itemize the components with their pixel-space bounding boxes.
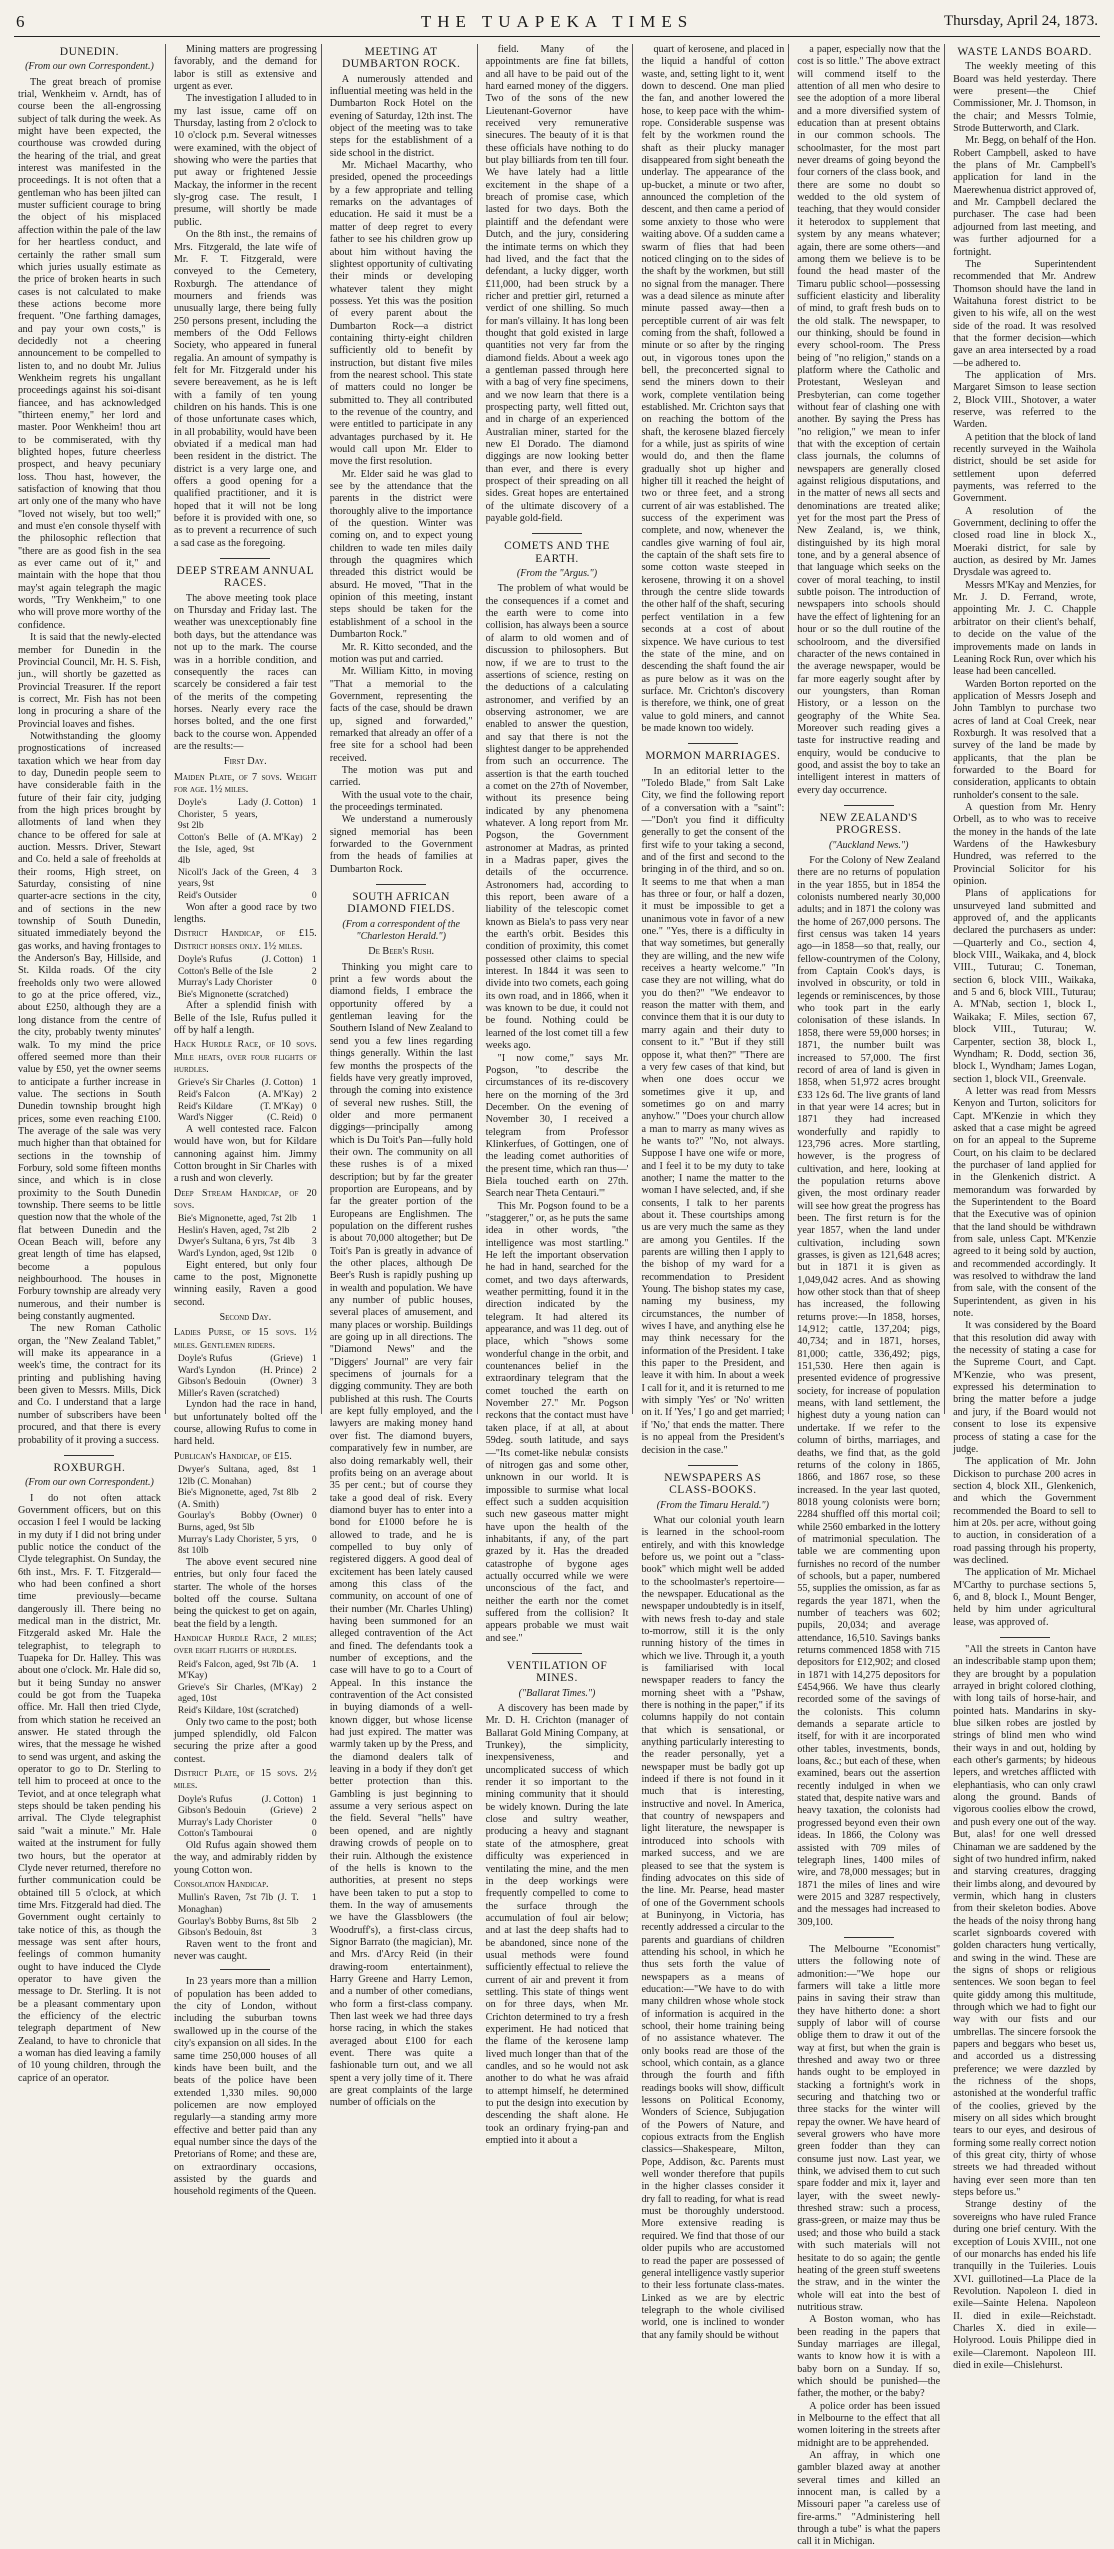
horse-name: Reid's Falcon <box>177 1089 230 1101</box>
placing: 0 <box>311 1248 317 1259</box>
article <box>641 44 784 735</box>
race-note: Only two came to the post; both jumped splendidly, old Falcon securing the prize after a good contest. <box>173 1716 317 1765</box>
column-1 <box>14 44 166 2084</box>
rider-name: (J. Cotton) <box>261 797 303 809</box>
horse-name: Murray's Lady Chorister, 5 yrs, 8st 10lb <box>177 1533 299 1557</box>
placing: 0 <box>311 1510 317 1522</box>
race-entry <box>174 1248 317 1260</box>
article-byline: (From our own Correspondent.) <box>25 61 154 73</box>
rider-name: (J. Cotton) <box>261 1793 303 1805</box>
divider <box>688 1465 738 1466</box>
article <box>486 44 629 525</box>
horse-name: Bie's Mignonette (scratched) <box>177 988 289 1000</box>
placing: 2 <box>311 965 317 977</box>
article-paragraph: The application of Mr. Michael M'Carthy to purchase sections 5, 6, and 8, block I., Mount Benger, held by him under agricultural lease, was approved of. <box>953 1567 1097 1628</box>
article-paragraph: I do not often attack Government officers, but on this occasion I feel I would be lacking in my duty if I did not bring under public notice the conduct of the Clyde telegraphist. On Sunday, the 6th inst., Mrs. F. T. Fitzgerald—who had been confined a short time previously—became dangerously ill. There being no medical man in the district, Mr. Fitzgerald asked Mr. Hale the telegraphist, to telegraph to Tuapeka for Dr. Halley. This was about one o'clock. Mr. Hale did so, but it being Sunday no answer could be got from the Tuapeka office. Mr. Hall then tried Clyde, from which station he received an answer. He stated through the wires, that the message he wished to send was urgent, and asking the operator to go to Dr. Sterling to tell him to proceed at once to the Teviot, and at once telegraph what steps should be taken pending his arrival. The Clyde telegraphist said "wait a minute." Mr. Hale waited at the instrument for fully two hours, but the operator at Clyde never returned, therefore no further communication could be obtained till 5 o'clock, at which time Mrs. Fitzgerald had died. The Government ought certainly to take notice of this, as though the message was sent after hours, feelings of common humanity ought to have induced the Clyde operator to have given the message to Dr. Sterling. It is not be a pleasant commentary upon the efficiency of the electric telegraph department of New Zealand, to have to chronicle that a woman has died leaving a family of 10 young children, through the caprice of an operator. <box>18 1492 161 2084</box>
placing: 1 <box>311 1892 317 1904</box>
race-entry <box>174 1388 317 1400</box>
horse-name: Cotton's Belle of the Isle, aged, 9st 4lb <box>177 832 255 867</box>
divider <box>220 558 270 559</box>
article-paragraph: The weekly meeting of this Board was held yesterday. There were present—the Chief Commissioner, Mr. J. Thomson, in the chair; and Messrs Tolmie, Strode Butterworth, and Clark. <box>953 61 1097 135</box>
race-entry <box>174 989 317 1001</box>
horse-name: Nicoll's Jack of the Green, 4 years, 9st <box>177 866 299 890</box>
article-paragraph: Mr. William Kitto, in moving "That a memorial to the Government, representing the facts of the case, should be drawn up, signed and forwarded," remarked that already an offer of a free site for a school had been received. <box>329 666 473 764</box>
article-paragraph: The Melbourne "Economist" utters the following note of admonition:—"We hope our farmers will take a little more pains in saving their straw than they have hitherto done: a short supply of labor will of course oblige them to draw it out of the way at first, but when the grain is threshed and away two or three hands ought to be employed in stacking a fortnight's work in securing and thatching two or three stacks for the winter will repay the owner. We have heard of several growers who have more green fodder than they can consume just now. Last year, we think, we advised them to cut such spare fodder and mix it, layer and layer, with the sweet newly-threshed straw: such a process, grass-green, or maize may thus be used; and those who build a stack with such materials will not hesitate to do so again; the gentle heating of the green stuff sweetens the straw, and in the winter the whole will eat into the best of nutritious straw. <box>797 1943 941 2313</box>
placing: 2 <box>311 1915 317 1927</box>
article-paragraph: Mr. Begg, on behalf of the Hon. Robert Campbell, asked to have the plans of Mr. Campbell's application for land in the Maerewhenua district approved of, and Mr. Campbell declared the purchaser. The case had been adjourned from last meeting, and was further adjourned for a fortnight. <box>953 135 1097 258</box>
horse-name: Ward's Nigger <box>177 1112 233 1124</box>
article <box>174 565 317 2199</box>
race-entry <box>174 1353 317 1365</box>
placing: 0 <box>311 1112 317 1124</box>
horse-name: Reid's Outsider <box>177 890 237 902</box>
race-entry <box>174 1464 317 1487</box>
placing: 1 <box>311 1658 317 1670</box>
race-entry <box>174 1705 317 1717</box>
race-entry <box>174 1892 317 1915</box>
placing: 0 <box>311 1533 317 1545</box>
rider-name: (H. Prince) <box>260 1364 303 1376</box>
race-title: Handicap Hurdle Race, 2 miles; over eight flights of hurdles. <box>173 1632 317 1657</box>
article-paragraph: Mr. R. Kitto seconded, and the motion was put and carried. <box>329 641 473 665</box>
article-headline: DEEP STREAM ANNUAL RACES. <box>176 565 315 590</box>
masthead <box>14 10 1100 37</box>
placing: 0 <box>311 977 317 989</box>
article-paragraph: The motion was put and carried. <box>329 764 473 789</box>
article-paragraph: The great breach of promise trial, Wenkheim v. Arndt, has of course been the all-engrossing subject of talk during the week. As might have been expected, the courthouse was crowded during the hearing of the trial, and great interest was manifested in the proceedings. It is not often that a gentleman who has been jilted can muster sufficient courage to bring the object of his misplaced affection within the pale of the law for her heartless conduct, and certainly the rather small sum which juries usually estimate as the price of broken hearts in such cases is not calculated to make these actions become more frequent. "One farthing damages, and pay your own costs," is decidedly not a cheering announcement to be compelled to listen to, and no doubt Mr. Julius Wenkheim regrets his ungallant proceedings against his soi-disant fiancee, and has acknowledged "thirteen enemy," her lord and master. Poor Wenkheim! thou art to be commiserated, with thy blighted hopes, future cheerless prospect, and heavy pecuniary loss. Thou hast, however, the satisfaction of knowing that thou art only one of the many who have "loved not wisely, but too well;" and must e'en console thyself with the philosophic reflection that "there are as good fish in the sea as ever came out of it," and maintain with the hope that thou may'st again telegraph the magic words, "Try Wenkheim," to one who will prove more worthy of the confidence. <box>18 76 161 631</box>
article-paragraph: For the Colony of New Zealand there are no returns of population in the year 1855, but in 1854 the colonists numbered nearly 30,000 adults; and in 1871 the colony was the home of 267,000 persons. The first census was taken 14 years ago—in 1858—so that, really, our fellow-countrymen of the Colony, from Captain Cook's days, is involved in obscurity, or told in legends or reminiscences, by those who took part in the early colonisation of these islands. In 1858, there were 59,000 horses; in 1871, the number built was increased to 57,000. The first record of area of land is given in 1858, when 51,972 acres brought £33 12s 6d. The live grants of land in that year were 14 acres; but in 1871 they had increased wonderfully and rapidly to 123,796 acres. More startling, however, is the progress of cultivation, and here, looking at the population returns above given, the most ordinary reader will see how great the progress has been. The first return is for the year 1857, when the land under cultivation, including sown grasses, is given as 121,648 acres; but in 1871 it is given as 1,049,042 acres. And as showing how other stock than that of sheep has increased, the following returns prove:—In 1858, horses, 14,912; cattle, 137,204; pigs, 40,734; and in 1871, horses, 81,000; cattle, 336,492; pigs, 151,530. Here then again is presented evidence of progressive society, for increase of population means, with land settlement, the highest duty a young nation can undertake. If we refer to the column of births, marriages, and deaths, we find that, as the gold returns of the colony in 1865, 1866, and 1867 rose, so these increased. In the year last quoted, 8018 young colonists were born; 2284 shuffled off this mortal coil; while 2560 embarked in the lottery of matrimonial speculation. The table we are commenting upon furnishes no record of the number of schools, but a paper, numbered 55, supplies the omission, as far as regards the year 1871, when the number of teachers was 602; pupils, 20,034; and average attendance, 16,510. Savings banks returns commenced 1858 with 715 depositors for £12,902; and closed in 1871 with 14,275 depositors for £454,966. We have thus clearly recorded some of the savings of the colonists. This column demands a separate article to itself, for with it are incorporated other tables, investments, bonds, loans, &c.; but each of these, when examined, bears out the assertion recently indulged in when we stated that, despite native wars and heavy taxation, the colonists had progressed beyond even their own ideas. In 1866, the Colony was assisted with 709 miles of telegraph lines, 1400 miles of wire, and 78,000 messages; but in 1871 the miles of lines and wire were 2015 and 3287 respectively, and the messages had increased to 309,100. <box>797 855 941 1928</box>
horse-name: Doyle's Rufus <box>177 1793 233 1805</box>
placing <box>303 1705 317 1717</box>
horse-name: Gibson's Bedouin <box>177 1805 246 1817</box>
horse-name: Cotton's Belle of the Isle <box>177 965 273 977</box>
placing: 2 <box>311 1805 317 1817</box>
horse-name: Miller's Raven (scratched) <box>177 1387 280 1399</box>
article-paragraph: A question from Mr. Henry Orbell, as to who was to receive the money in the hands of the late Wardens of the Hawkesbury Hundred, was referred to the Provincial Solicitor for his opinion. <box>953 801 1097 888</box>
divider <box>844 1937 894 1938</box>
race-note: Raven went to the front and never was caught. <box>173 1938 317 1963</box>
race-title: Publican's Handicap, of £15. <box>173 1450 292 1462</box>
article-paragraph: "All the streets in Canton have an indescribable stamp upon them; they are brought by a population arrayed in bright colored clothing, with long tails of horse-hair, and pointed hats. Mandarins in sky-blue silken robes are jostled by strings of blind men who wind their ways in and out, holding by each other's garments; by hideous lepers, and wretches afflicted with elephantiasis, who can only crawl along the ground. Bands of vigorous coolies elbow the crowd, and push every one out of the way. But, alas! for one well dressed Chinaman we are saddened by the sight of two hundred infirm, naked and starving creatures, dragging their limbs along, and devoured by vermin, which hang in clusters from their skeleton bodies. Above the heads of the noisy throng hang scarlet signboards covered with golden characters hung vertically, and swing in the wind. These are the signs of shops or religious sentences. We soon began to feel quite giddy among this multitude, through which we had to fight our way with our fists and our umbrellas. The sincere forsook the papers and beggars who beset us, and accorded us a distressing preference; we were dazzled by the richness of the shops, astonished at the wonderful traffic of the coolies, grieved by the misery on all sides which brought tears to our eyes, and desirous of forming some really correct notion of this great city, thirty of whose streets we had threaded without having ever seen more than ten steps before us." <box>953 1644 1097 2199</box>
article-headline: DUNEDIN. <box>59 46 120 58</box>
placing: 2 <box>311 1364 317 1376</box>
article-paragraph: a paper, especially now that the cost is so little." The above extract will commend itself to the attention of all men who desire to see the adoption of a more liberal and a more diversified system of education than at present obtains in our common schools. The schoolmaster, for the most part never dreams of going beyond the four corners of the class book, and there are some no doubt so wedded to the old system of teaching, that they would consider it heterodox to supplement that system by any means whatever; again, there are some others—and among them we believe is to be found the head master of the Timaru public school—possessing sufficient elasticity and liberality of mind, to graft fresh buds on to the old stalk. The newspaper, to our thinking, should be found in every school-room. The Press being of "no religion," stands on a platform where the Catholic and Protestant, Wesleyan and Presbyterian, can come together without fear of clashing one with another. By saying the Press has "no religion," we mean to infer that with the exception of certain class journals, the columns of newspapers are generally closed against religious disputations, and in the matter of news all sects and denominations are treated alike; yet for the most part the Press of New Zealand, is, we think, distinguished by its high moral tone, and by a general absence of that language which seeks on the cover of moral teaching, to instil subtle poison. The introduction of newspapers into schools should have the effect of lightening for an hour or so the dull routine of the schoolroom, and the diversified character of the news contained in the average newspaper, would be far more eagerly sought after by our youngsters, than Roman History, or a lesson on the geography of the White Sea. Moreover such reading gives a taste for instructive reading and enquiry, would be conducive to good, and assist the boy to take an intelligent interest in matters of every day occurrence. <box>797 44 941 796</box>
horse-name: Murray's Lady Chorister <box>177 1816 273 1828</box>
race-entry <box>174 966 317 978</box>
page-number: 6 <box>16 12 25 31</box>
race-title: Consolation Handicap. <box>173 1879 269 1891</box>
horse-name: Gibson's Bedouin, 8st <box>177 1927 262 1939</box>
race-note: Eight entered, but only four came to the post, Mignonette winning easily, Raven a good second. <box>173 1259 317 1308</box>
race-entry <box>174 954 317 966</box>
placing: 0 <box>311 1816 317 1828</box>
horse-name: Cotton's Tambourai <box>177 1828 254 1840</box>
article-byline: ("Auckland News.") <box>828 839 909 851</box>
placing: 2 <box>311 1089 317 1101</box>
article-paragraph: The Superintendent recommended that Mr. Andrew Thomson should have the land in Waitahuna forest district to be given to his wife, all on the west side of the road. It was resolved that the former decision—which gave an area intersected by a road—be adhered to. <box>953 258 1097 369</box>
placing: 3 <box>311 1236 317 1248</box>
divider <box>64 1455 114 1456</box>
placing: 0 <box>311 1828 317 1840</box>
horse-name: Gourlay's Bobby Burns, aged, 9st 5lb <box>177 1510 267 1534</box>
divider <box>1000 1637 1050 1638</box>
placing: 1 <box>311 1353 317 1364</box>
article-paragraph: Thinking you might care to print a few words about the diamond fields, I embrace the opportunity offered by a gentleman leaving for the Southern Island of New Zealand to send you a few lines regarding things generally. Within the last few months the prospects of the fields have very greatly improved, through the coming into existence of several new rushes. Still, the older and more permanent diggings—principally among which is Du Toit's Pan—fully hold their own. The community on all these rushes is of a mixed description; but by far the greater proportion are Europeans, and by far the greater portion of the Europeans are Englishmen. The population on the different rushes is about 70,000 altogether; but De Toit's Pan is greatly in advance of the other places, although De Beer's Rush is rapidly pushing up in wealth and population. We have any number of public houses, several places of amusement, and many places or worship. Buildings are going up in all directions. The "Diamond News" and the "Diggers' Journal" are very fair specimens of journals for a digging community. They are both published at this rush. The Courts are kept fully employed, and the lawyers are making money hand over fist. The diamond buyers, comparatively few in number, are also doing remarkably well, their profits being on an average about 35 per cent.; but of course they take a good deal of risk. Every diamond buyer has to enter into a bond for £1000 before he is allowed to trade, and he is compelled to buy only of registered diggers. A good deal of excitement has been lately caused among this class of the community, on account of one of their number (Mr. Charles Uhling) having been summoned for an alleged contravention of the Act and fined. The defendants took a number of exceptions, and the case will have to go to a Court of Appeal. In this instance the contravention of the Act consisted in buying diamonds of a well-known digger, but whose license had just expired. The matter was warmly taken up by the Press, and the diamond dealers talk of leaving in a body if they don't get better protection than this. Gambling is just beginning to assume a very serious aspect on the field. Several "hells" have been opened, and are nightly drawing crowds of people on to their ruin. Although the existence of the hells is known to the authorities, at present no steps have been taken to put a stop to them. In the way of amusements we have the Glassblowers (the Woodruff's), a first-class circus, Signor Barrato (the magician), Mr. and Mrs. d'Arcy Reid (in their drawing-room entertainment), Harry Greene and Harry Lemon, and a number of other comedians, who form a first-class company. Then last week we had three days horse racing, in which the stakes averaged about £100 for each event. There was quite a fashionable turn out, and we all spent a very jolly time of it. There are great complaints of the large number of officials on the <box>329 961 473 2109</box>
placing: 2 <box>311 1224 317 1236</box>
horse-name: Reid's Falcon, aged, 9st 7lb (A. M'Kay) <box>177 1658 299 1682</box>
article-headline: NEW ZEALAND'S PROGRESS. <box>819 811 918 837</box>
race-entry <box>174 1682 317 1705</box>
placing: 2 <box>311 832 317 844</box>
horse-name: Murray's Lady Chorister <box>177 977 273 989</box>
divider <box>688 743 738 744</box>
placing: 1 <box>311 797 317 809</box>
article-paragraph: quart of kerosene, and placed in the liquid a handful of cotton waste, and, setting light to it, went down to descend. One man plied the fan, and another lowered the hose, to keep pace with the whim-rope. Considerable suspense was felt by the workmen round the shaft as their plucky manager disappeared from sight beneath the underlay. The appearance of the up-bucket, a minute or two after, announced the completion of the descent, and then came a period of some anxiety to those who were waiting above. Of a sudden came a swarm of flies that had been noticed clinging on to the sides of the shaft by the workmen, but still no signal from the manager. There was a dead silence as minute after minute passed away—then a perceptible current of air was felt coming from the shaft, followed a minute or so after by the ringing out, in vigorous tones upon the bell, the preconcerted signal to send the miners down to their work, complete ventilation being established. Mr. Crichton says that on reaching the bottom of the shaft, the kerosene blazed fiercely for a while, just as spirits of wine would do, and then the flame gradually shot up higher and higher till it reached the height of two or three feet, and a strong current of air was established. The success of the experiment was complete, and now, whenever the candles give warning of foul air, the captain of the shaft sets fire to some cotton waste steeped in kerosene, throwing it on a shovel through the centre slide towards the other half of the shaft, securing perfect ventilation in a few seconds at a cost of about sixpence. We have curious to test the state of the mine, and on descending the shaft found the air as pure below as it was on the surface. Mr. Crichton's discovery is therefore, we think, one of great value to gold miners, and cannot be made known too widely. <box>641 44 785 734</box>
horse-name: Gibson's Bedouin <box>177 1376 246 1388</box>
article <box>953 46 1096 1629</box>
article-paragraph: A petition that the block of land recently surveyed in the Waihola district, should be set aside for settlement upon deferred payments, was referred to the Government. <box>953 431 1097 505</box>
race-note: Won after a good race by two lengths. <box>173 901 317 925</box>
article-paragraph: In an editorial letter to the "Toledo Blade," from Salt Lake City, we find the following report of a conversation with a "saint":—"Don't you find it difficulty generally to get the consent of the first wife to your taking a second, and of the first and second to the bringing in of the third, and so on. It seems to me that when a man has three or four, or half a dozen, it must be impossible to get a unanimous vote in favor of a new one." "Yes, there is a difficulty in that way sometimes, but generally they are willing, and the new wife receives a hearty welcome." "In case they are not willing, what do you do then?" "We endeavor to reason the matter with them, and convince them that it is our duty to marry again and their duty to consent to it." "But if they still oppose it, what then?" "There are a very few cases of that kind, but when one does occur we sometimes give it up, and sometimes go on and marry anyhow." "Does your church allow a man to marry as many wives as he wants to?" "No, not always. Suppose I have one wife or more, and I feel it to be my duty to take another; I name the matter to the woman I have selected, and, if she consents, I talk to her parents about it. These courtships among us are very much the same as they are among you Gentiles. If the parents are willing then I apply to the bishop of my ward for a recommendation to President Young. The bishop states my case, naming my business, my circumstances, the number of wives I have, and anything else he may think necessary for the information of the President. I take this paper to the President, and leave it with him. In about a week I call for it, and it is returned to me with simply 'Yes' or 'No' written on it. If 'Yes,' I go and get married; if 'No,' that ends the matter. There is no appeal from the President's decision in the case." <box>641 765 785 1456</box>
article-paragraph: A Boston woman, who has been reading in the papers that Sunday marriages are illegal, wants to know how it is with a baby born on a Sunday. If so, which should be punished—the father, the mother, or the baby? <box>797 2314 941 2400</box>
article-paragraph: The application of Mr. John Dickison to purchase 200 acres in section 4, block XII., Glenkenich, and which the Government recommended the Board to sell to him at 20s. per acre, without going to auction, in consideration of a road passing through his property, was declined. <box>953 1456 1097 1566</box>
race-entry <box>174 1805 317 1817</box>
article-headline: NEWSPAPERS AS CLASS-BOOKS. <box>664 1471 762 1497</box>
race-day-title: Second Day. <box>219 1311 272 1323</box>
article <box>330 46 473 876</box>
race-note: After a splendid finish with Belle of the Isle, Rufus pulled it off by half a length. <box>173 1000 317 1037</box>
race-note: A well contested race. Falcon would have won, but for Kildare cannoning against him. Jimmy Cotton brought in Sir Charles with a rush and won cleverly. <box>173 1123 317 1185</box>
horse-name: Bie's Mignonette, aged, 7st 8lb (A. Smith) <box>177 1487 299 1510</box>
article-paragraph: Plans of applications for unsurveyed land submitted and approved of, and the applicants declared the purchasers as under:—Quarterly and Co., section 4, block VIII., Waikaka, and 4, block VIII., Tuturau; C. Toneman, section 6, block VIII., Waikaka, and 5 and 6, block VIII., Tuturau; A. M'Nab, section 1, block I., Waikaka; F. Miles, section 67, block VIII., Tuturau; W. Carpenter, section 38, block I., Wyndham; R. Dodd, section 36, block I., Wyndham; James Logan, section 1, block VII., Greenvale. <box>953 888 1097 1085</box>
race-title: Hack Hurdle Race, of 10 sovs. Mile heats, over four flights of hurdles. <box>173 1039 317 1076</box>
article-byline: ("Ballarat Times.") <box>518 1687 596 1699</box>
rider-name: (Owner) <box>270 1510 303 1522</box>
divider <box>532 1653 582 1654</box>
article <box>486 540 629 1645</box>
article-byline: (From our own Correspondent.) <box>25 1477 154 1489</box>
article-headline: WASTE LANDS BOARD. <box>957 46 1092 58</box>
placing: 1 <box>311 1793 317 1805</box>
race-entry <box>174 832 317 867</box>
article <box>174 44 317 550</box>
race-entry <box>174 1077 317 1089</box>
race-entry <box>174 1101 317 1113</box>
article-paragraph: The above meeting took place on Thursday and Friday last. The weather was unexceptionably fine both days, but the attendance was not up to the mark. The course was in a horrible condition, and consequently the races can scarcely be considered a fair test of the merits of the competing horses. Nearly every race the horses bolted, and the one first back to the course won. Appended are the results:— <box>173 592 317 752</box>
horse-name: Doyle's Rufus <box>177 1353 233 1364</box>
placing: 2 <box>311 1681 317 1693</box>
race-title: Ladies Purse, of 15 sovs. 1½ miles. Gentlemen riders. <box>173 1327 317 1351</box>
rider-name: (J. Cotton) <box>261 954 303 965</box>
race-entry <box>174 1487 317 1510</box>
horse-name: Doyle's Lady Chorister, 5 years, 9st 2lb <box>177 797 258 832</box>
placing <box>303 1388 317 1400</box>
article-paragraph: What our colonial youth learn is learned in the school-room entirely, and with this knowledge before us, we point out a "class-book" which might well be added to the schoolmaster's repertoire—the newspaper. Educational as the newspaper undoubtedly is in itself, with news fresh to-day and stale to-morrow, still it is the only running history of the times in which we live. Through it, a youth is familiarised with local newspaper readers to fancy the morning sheet with a "Pshaw, there is nothing in the paper," if its columns happily do not contain that which is sensational, or anything particularly interesting to the reader personally, yet a newspaper must be badly got up indeed if there is not found in it much that is interesting, instructive and novel. In America, that country of newspapers and light literature, the newspaper is introduced into schools with marked success, and we are pleased to see that the system is finding advocates on this side of the line. Mr. Pearse, head master of one of the Government schools at Buninyong, in Victoria, has recently addressed a circular to the parents and guardians of children attending his school, in which he thus sets forth the value of newspapers as a means of education:—"We have to do with many children whose whole stock of information is acquired in the school, their home training being of no assistance whatever. The only books read are those of the school, which contain, as a glance through the fourth and fifth readings books will show, difficult lessons on Political Economy, Wonders of Science, Subjugation of the Powers of Nature, and copious extracts from the English classics—Shakespeare, Milton, Pope, Addison, &c. Parents must well wonder therefore that pupils in the higher classes consider it dry fall to reading, for what is read must be thoroughly understood. More extensive reading is required. We find that those of our older pupils who are accustomed to read the paper are possessed of general intelligence vastly superior to their less fortunate class-mates. Linked as we are by electric telegraph to the whole civilised world, one is inclined to wonder that any family should be without <box>641 1514 785 2341</box>
article <box>330 891 473 2110</box>
article <box>18 46 161 1447</box>
article-byline: (From a correspondent of the "Charleston Herald.") <box>342 918 460 943</box>
race-entry <box>174 1236 317 1248</box>
article-paragraph: Mining matters are progressing favorably, and the demand for labor is still as extensive and urgent as ever. <box>173 44 317 93</box>
article-paragraph: The application of Mrs. Margaret Simson to lease section 2, Block VIII., Shotover, a water reserve, was referred to the Warden. <box>953 369 1097 431</box>
horse-name: Bie's Mignonette, aged, 7st 2lb <box>177 1213 297 1225</box>
race-entry <box>174 1376 317 1388</box>
rider-name: (Owner) <box>270 1376 303 1388</box>
article-paragraph: A discovery has been made by Mr. D. H. Crichton (manager of Ballarat Gold Mining Company, at Trunkey), the simplicity, inexpensiveness, and uncomplicated success of which render it so important to the mining community that it should be widely known. During the late close and sultry weather, producing a heavy and stagnant state of the atmosphere, great difficulty was experienced in ventilating the mine, and the men in the deep workings were frequently compelled to come to the surface through the accumulation of foul air below; and at last the deep shafts had to be abandoned, since none of the usual methods were found sufficiently effectual to relieve the current of air and prevent it from settling. This state of things went on for three days, when Mr. Crichton determined to try a fresh experiment. He had noticed that the flame of the kerosene lamp lived much longer than that of the candles, and so he would not ask another to do what he was afraid to attempt himself, he determined to put the design into execution by descending the shaft alone. He took an ordinary frying-pan and emptied into it about a <box>485 1703 629 2147</box>
article-headline: MEETING AT DUMBARTON ROCK. <box>341 46 461 71</box>
placing: 1 <box>311 1464 317 1476</box>
race-entry <box>174 1225 317 1237</box>
race-note: The above event secured nine entries, but only four faced the starter. The whole of the horses bolted off the course. Sultana being the quickest to get on again, beat the field by a length. <box>173 1556 317 1630</box>
column-6 <box>793 44 945 2548</box>
column-3 <box>326 44 478 2109</box>
divider <box>376 884 426 885</box>
placing: 2 <box>311 1487 317 1499</box>
horse-name: Dwyer's Sultana, aged, 8st 12lb (C. Monahan) <box>177 1464 299 1487</box>
article-paragraph: In 23 years more than a million of population has been added to the city of London, without including the suburban towns swallowed up in the course of the city's expansion on all sides. In the same time 250,000 houses of all kinds have been built, and the beats of the police have been extended 1,330 miles. 90,000 policemen are now employed regularly—a standing army more effective and better paid than any equal number since the days of the Pretorians of Rome; and these are, on extraordinary occasions, assisted by the guards and household regiments of the Queen. <box>173 1976 317 2198</box>
article-paragraph: "I now come," says Mr. Pogson, "to describe the circumstances of its re-discovery here on the morning of the 3rd December. On the evening of November 30, I received a telegram from Professor Klinkerfues, of Gottingen, one of the leading comet authorities of the present time, which ran thus—' Biela touched earth on 27th. Search near Theta Centauri.'" <box>485 1052 629 1200</box>
race-entry <box>174 1927 317 1939</box>
article-paragraph: Mr. Elder said he was glad to see by the attendance that the parents in the district were thoroughly alive to the importance of the question. Winter was coming on, and to expect young children to wade ten miles daily through the quagmires which threaded this district would be absurd. He moved, "That in the opinion of this meeting, instant steps should be taken for the establishment of a school in the Dumbarton Rock." <box>329 468 473 641</box>
race-entry <box>174 1213 317 1225</box>
race-note: Lyndon had the race in hand, but unfortunately bolted off the course, allowing Rufus to come in hard held. <box>173 1399 317 1448</box>
race-entry <box>174 1817 317 1829</box>
article-paragraph: It is said that the newly-elected member for Dunedin in the Provincial Council, Mr. H. S. Fish, jun., will shortly be gazetted as Provincial Treasurer. If the report is correct, Mr. Fish has not been long in procuring a share of the Provincial loaves and fishes. <box>18 632 161 730</box>
article-paragraph: field. Many of the appointments are fine fat billets, and all have to be paid out of the hard earned money of the diggers. Two of the sons of the new Lieutenant-Governor have received very remunerative sinecures. The beauty of it is that these officials have nothing to do but play billiards from ten till four. We have lately had a little excitement in the shape of a breach of promise case, which lasted for two days. Both the plaintiff and the defendant were Dutch, and the jury, considering the intimate terms on which they had lived, and the fact that the defendant, a lucky digger, worth £11,000, had been struck by a richer and prettier girl, returned a verdict of one shilling. So much for man's villainy. It has long been thought that gold existed in large quantities not very far from the diamond fields. About a week ago a gentleman passed through here with a bag of very fine specimens, and we now learn that there is a prospecting party, well fitted out, and in charge of an experienced Australian miner, started for the new El Dorado. The diamond diggings are now looking better than ever, and there is every prospect of their spreading on all sides. Great hopes are entertained of the ultimate discovery of a payable gold-field. <box>485 44 629 525</box>
article <box>953 1644 1096 2372</box>
horse-name: Ward's Lyndon, aged, 9st 12lb <box>177 1248 294 1259</box>
divider <box>532 533 582 534</box>
article-paragraph: On the 8th inst., the remains of Mrs. Fitzgerald, the late wife of Mr. F. T. Fitzgerald, were conveyed to the Cemetery, Roxburgh. The attendance of mourners and friends was unusually large, there being fully 250 persons present, including the members of the Odd Fellows Society, who appeared in funeral regalia. An amount of sympathy is felt for Mr. Fitzgerald under his severe bereavement, as he is left with a family of ten young children on his hands. This is one of those unfortunate cases which, in all probability, would have been obviated if a medical man had been resident in the district. The district is a very large one, and offers a good opening for a qualified practitioner, and it is hoped that it will not be long before it is provided with one, so as to prevent a recurrence of such a sad case as the foregoing. <box>173 229 317 549</box>
horse-name: Heslin's Haven, aged, 7st 2lb <box>177 1224 290 1236</box>
column-2 <box>170 44 322 2198</box>
placing: 0 <box>311 890 317 902</box>
article-paragraph: With the usual vote to the chair, the proceedings terminated. <box>329 789 473 813</box>
race-title: Maiden Plate, of 7 sovs. Weight for age. 1½ miles. <box>173 771 317 795</box>
article-paragraph: A police order has been issued in Melbourne to the effect that all women loitering in the streets after midnight are to be apprehended. <box>797 2400 941 2449</box>
race-entry <box>174 1659 317 1682</box>
article-headline: ROXBURGH. <box>53 1461 126 1474</box>
placing: 3 <box>311 1376 317 1388</box>
rider-name: (C. Reid) <box>267 1112 303 1124</box>
article <box>641 750 784 1457</box>
placing: 0 <box>311 1100 317 1112</box>
rider-name: (A. M'Kay) <box>258 1089 303 1101</box>
race-title: Deep Stream Handicap, of 20 sovs. <box>173 1187 317 1211</box>
rider-name: (M'Kay) <box>270 1681 303 1693</box>
race-entry <box>174 1365 317 1377</box>
article <box>18 1462 161 2085</box>
article-paragraph: The new Roman Catholic organ, the "New Zealand Tablet," will make its appearance in a week's time, the contract for its printing and publishing having been given to Messrs. Mills, Dick and Co. I understand that a large number of subscribers have been procured, and that there is every probability of it proving a success. <box>18 1323 161 1446</box>
horse-name: Grieve's Sir Charles, aged, 10st <box>177 1681 267 1705</box>
article-paragraph: Warden Borton reported on the application of Messrs Joseph and John Tamblyn to purchase two acres of land at Coal Creek, near Roxburgh. It was resolved that a survey of the land be made by applicants, that the plan be forwarded to the Board for consideration, applicants to obtain runholder's consent to the sale. <box>953 678 1097 801</box>
race-entry <box>174 1534 317 1557</box>
race-entry <box>174 867 317 890</box>
rider-name: (A. M'Kay) <box>258 832 303 844</box>
article-paragraph: We understand a numerously signed memorial has been forwarded to the Government from the heads of families at Dumbarton Rock. <box>329 814 473 875</box>
article-headline: COMETS AND THE EARTH. <box>504 540 610 565</box>
placing: 3 <box>311 866 317 878</box>
horse-name: Doyle's Rufus <box>177 954 233 965</box>
article-paragraph: It was considered by the Board that this resolution did away with the necessity of stating a case for the Supreme Court, and Capt. M'Kenzie, who was present, expressed his determination to bring the matter before a judge and jury, if the Board would not consent to lose its expensive process of stating a case for the judge. <box>953 1320 1097 1455</box>
horse-name: Ward's Lyndon <box>177 1364 236 1376</box>
article-byline: (From the Timaru Herald.") <box>656 1499 769 1511</box>
race-entry <box>174 977 317 989</box>
race-entry <box>174 1089 317 1101</box>
horse-name: Reid's Kildare, 10st (scratched) <box>177 1704 299 1716</box>
column-5 <box>637 44 789 2341</box>
newspaper-columns <box>14 44 1100 2548</box>
article-paragraph: This Mr. Pogson found to be a "staggerer," or, as he puts the same idea in other words, "the intelligence was most startling." He left the important observation he had in hand, searched for the comet, and two days afterwards, weather permitting, found it in the direction indicated by the telegram. It had altered its appearance, and was 11 deg. out of place, which "shows some wonderful change in the orbit, and countenances belief in the extraordinary telegram that the comet touched the earth on November 27." Mr. Pogson reckons that the contact must have taken place, if at all, at about 59deg. south latitude, and says—"Its comet-like nebulæ consists of nitrogen gas and some other, unknown in our world. It is impossible to surmise what local effect such a sudden acquisition such new gaseous matter might have upon the health of the inhabitants, if any, of the part grazed by it. Has the dreaded catastrophe of bygone ages actually occurred while we were unconscious of the fact, and neither the earth nor the comet suffered from the collision? It appears probable we must wait and see." <box>485 1200 629 1644</box>
placing <box>303 989 317 1001</box>
race-entry <box>174 1794 317 1806</box>
placing: 1 <box>311 954 317 965</box>
race-entry <box>174 1828 317 1840</box>
race-entry <box>174 1112 317 1124</box>
placing: 1 <box>311 1213 317 1225</box>
race-entry <box>174 1916 317 1928</box>
article-paragraph: A letter was read from Messrs Kenyon and Turton, solicitors for Capt. M'Kenzie in which they asked that a case might be agreed on for an appeal to the Supreme Court, on his claim to be declared the purchaser of land applied for in the Glenkenich district. A memorandum was forwarded by the Superintendent to the Board that the Executive was of opinion that the land should be withdrawn from sale, unless Capt. M'Kenzie agreed to it being sold by auction, and recommended accordingly. It was resolved to withdraw the land from sale, with the consent of the Superintendent, as given in his note. <box>953 1085 1097 1320</box>
rider-name: (Grieve) <box>270 1805 303 1817</box>
article-subhead: De Beer's Rush. <box>368 946 435 958</box>
race-title: District Handicap, of £15. District horses only. 1½ miles. <box>173 928 317 952</box>
article <box>797 44 940 797</box>
horse-name: Grieve's Sir Charles <box>177 1077 255 1089</box>
placing: 3 <box>311 1927 317 1939</box>
article-paragraph: The investigation I alluded to in my last issue, came off on Thursday, lasting from 2 o'clock to 10 o'clock p.m. Several witnesses were examined, with the object of showing who were the parties that put away or frightened Jessie Mackay, the informer in the recent sly-grog case. The result, I presume, will shortly be made public. <box>173 93 317 228</box>
race-entry <box>174 890 317 902</box>
rider-name: (Grieve) <box>270 1353 303 1364</box>
article-headline: MORMON MARRIAGES. <box>645 750 781 763</box>
rider-name: (J. Cotton) <box>261 1077 303 1089</box>
issue-date: Thursday, April 24, 1873. <box>943 13 1098 29</box>
article <box>486 1660 629 2147</box>
race-title: District Plate, of 15 sovs. 2½ miles. <box>173 1767 317 1792</box>
article-headline: SOUTH AFRICAN DIAMOND FIELDS. <box>347 891 456 916</box>
race-note: Old Rufus again showed them the way, and admirably ridden by young Cotton won. <box>173 1840 317 1876</box>
article-paragraph: A resolution of the Government, declining to offer the closed road line in block X., Moeraki district, for sale by auction, as desired by Mr. James Drysdale was agreed to. <box>953 505 1097 579</box>
article-paragraph: A numerously attended and influential meeting was held in the Dumbarton Rock Hotel on the evening of Saturday, 12th inst. The object of the meeting was to take steps for the establishment of a side school in the district. <box>329 73 473 159</box>
article-paragraph: An affray, in which one gambler blazed away at another several times and killed an innocent man, is called by a Missouri paper "a careless use of fire-arms." "Administering hell through a tube" is what the papers call it in Michigan. <box>797 2450 941 2548</box>
race-entry <box>174 1510 317 1533</box>
column-7 <box>949 44 1100 2371</box>
article-paragraph: Mr. Michael Macarthy, who presided, opened the proceedings by a few appropriate and telling remarks on the advantages of education. He said it must be a matter of deep regret to every father to see his children grow up about him without having the slightest opportunity of cultivating their minds or developing whatever talent they might possess. Yet this was the position of every parent about the Dumbarton Rock—a district containing thirty-eight children sufficiently old to benefit by instruction, but distant five miles from the nearest school. This state of matters could no longer be submitted to. They all contributed to the revenue of the country, and were entitled to participate in any advantages purchased by it. He would call upon Mr. Elder to move the first resolution. <box>329 160 473 468</box>
article-paragraph: Messrs M'Kay and Menzies, for Mr. J. D. Ferrand, wrote, appointing Mr. J. C. Chapple arbitrator on their client's behalf, to decide on the value of the improvements made on lands in Leaning Rock Run, over which his lease had been cancelled. <box>953 579 1097 678</box>
horse-name: Gourlay's Bobby Burns, 8st 5lb <box>177 1915 299 1927</box>
race-day-title: First Day. <box>223 756 267 768</box>
article-byline: (From the "Argus.") <box>516 568 598 580</box>
article <box>641 1472 784 2342</box>
article-paragraph: The problem of what would be the consequences if a comet and the earth were to come into collision, has always been a source of alarm to old women and of discussion to philosophers. But now, if we are to trust to the assertions of science, resting on the deductions of a calculating astronomer, and verified by an observing astronomer, we are enabled to answer the question, and say that there is not the slightest danger to be apprehended from such an occurrence. The assertion is that the earth touched a comet on the 27th of November, without its presence being indicated by any phenomena whatever. A long report from Mr. Pogson, the Government astronomer at Madras, as printed in a Madras paper, gives the details of the occurrence. Astronomers had, according to this report, been aware of a liability of the telescopic comet known as Biela's to pass very near the earth's orbit. Besides this condition of proximity, this comet possessed other claims to special interest. In 1844 it was seen to divide into two comets, each going its own road, and in 1866, when it was known to be due, it could not be found. Nothing could be learned of the lost comet till a few weeks ago. <box>485 583 629 1052</box>
horse-name: Dwyer's Sultana, 6 yrs, 7st 4lb <box>177 1236 295 1248</box>
rider-name: (T. M'Kay) <box>260 1100 303 1112</box>
divider <box>844 805 894 806</box>
article <box>797 812 940 1929</box>
article-paragraph: Notwithstanding the gloomy prognostications of increased taxation which we hear from day to day, Dunedin people seem to have considerable faith in the future of their fair city, judging from the high prices brought by allotments of land when they chance to be offered for sale at auction. Messrs. Driver, Stewart and Co. held a sale of freeholds at their rooms, High street, on Saturday, consisting of nine quarter-acre sections in the city, and of sections in the new township of South Dunedin, situated immediately beyond the gas works, and having frontages to the Anderson's Bay, Hillside, and St. Kilda roads. Of the city freeholds only two were allowed to go at the price offered, viz., about £250, although they are a long distance from the centre of the city, probably twenty minutes' walk. To my mind the price offered seemed more than their value by £50, yet the owner seems to anticipate a further increase in value. The sections in South Dunedin township brought high prices, some even reaching £100. The average of the sale was very much higher than that obtained for sections in the township of Forbury, sold some fifteen months since, and which is in close proximity to the South Dunedin township. There seems to be little question now that the whole of the flat between Dunedin and the Ocean Beach will, before any great length of time has elapsed, become a populous neighbourhood. The houses in Forbury township are already very numerous, and their number is being constantly augmented. <box>18 730 161 1323</box>
horse-name: Reid's Kildare <box>177 1100 233 1112</box>
divider <box>220 1969 270 1970</box>
newspaper-title: THE TUAPEKA TIMES <box>420 12 694 31</box>
horse-name: Mullin's Raven, 7st 7lb (J. T. Monaghan) <box>177 1892 299 1915</box>
column-4 <box>482 44 634 2147</box>
placing: 1 <box>311 1077 317 1089</box>
article-headline: VENTILATION OF MINES. <box>506 1660 608 1685</box>
article <box>797 1944 940 2549</box>
race-entry <box>174 797 317 832</box>
article-paragraph: Strange destiny of the sovereigns who have ruled France during one brief century. With the exception of Louis XVIII., not one of our monarchs has ended his life tranquilly in the Tuileries. Louis XVI. guillotined—La Place de la Revolution. Napoleon I. died in exile—Sainte Helena. Napoleon II. died in exile—Reichstadt. Charles X. died in exile—Holyrood. Louis Philippe died in exile—Claremont. Napoleon III. died in exile—Chislehurst. <box>953 2199 1097 2371</box>
